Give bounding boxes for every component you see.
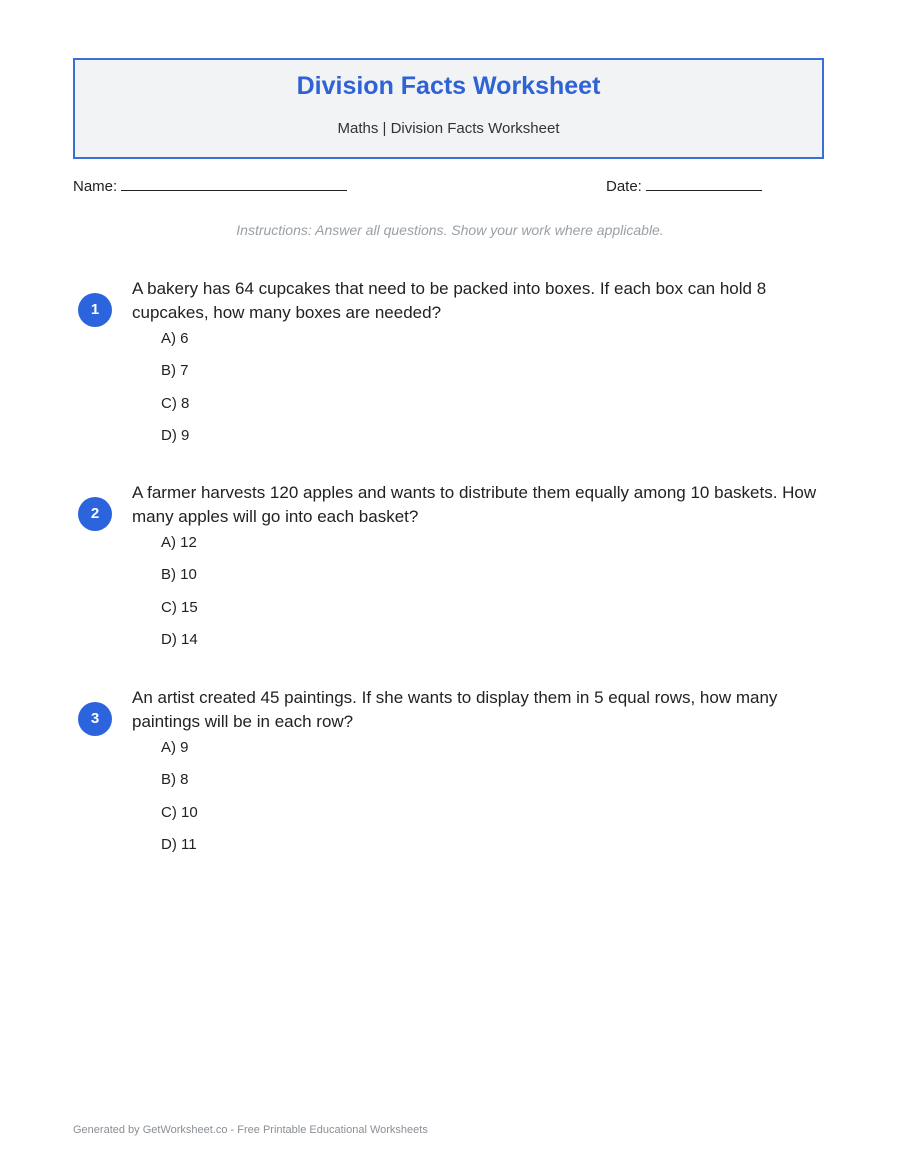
question-text: A bakery has 64 cupcakes that need to be packed into boxes. If each box can hold 8 cupcakes, how many boxes are needed? [132,279,767,322]
answer-option-c[interactable]: C) 10 [161,803,198,821]
answer-options [161,330,189,459]
answer-option-b[interactable]: B) 7 [161,362,189,380]
name-blank-line[interactable] [121,177,347,191]
answer-options [161,739,198,868]
answer-option-b[interactable]: B) 10 [161,566,197,584]
answer-option-d[interactable]: D) 11 [161,835,197,853]
question-text: A farmer harvests 120 apples and wants to distribute them equally among 10 baskets. How many apples will go into each basket? [132,483,817,526]
worksheet-header [73,58,824,159]
answer-option-d[interactable]: D) 9 [161,426,190,444]
answer-option-a[interactable]: A) 6 [161,330,189,347]
answer-options [161,534,198,663]
answer-option-a[interactable]: A) 12 [161,534,197,551]
date-field[interactable] [606,177,762,195]
worksheet-subtitle: Maths | Division Facts Worksheet [337,120,560,137]
answer-option-c[interactable]: C) 8 [161,394,190,412]
answer-option-a[interactable]: A) 9 [161,739,189,756]
name-label: Name: [73,178,118,195]
answer-option-c[interactable]: C) 15 [161,598,198,616]
instructions-text: Instructions: Answer all questions. Show your work where applicable. [236,222,664,238]
date-label: Date: [606,178,642,195]
name-field[interactable] [73,177,347,195]
question-number-badge: 2 [78,497,112,531]
worksheet-title: Division Facts Worksheet [296,72,601,100]
question-text: An artist created 45 paintings. If she wants to display them in 5 equal rows, how many paintings will be in each row? [132,688,778,731]
answer-option-d[interactable]: D) 14 [161,630,198,648]
footer-credit: Generated by GetWorksheet.co - Free Printable Educational Worksheets [73,1124,428,1136]
date-blank-line[interactable] [646,177,762,191]
answer-option-b[interactable]: B) 8 [161,771,189,789]
question-number-badge: 3 [78,702,112,736]
question-number-badge: 1 [78,293,112,327]
